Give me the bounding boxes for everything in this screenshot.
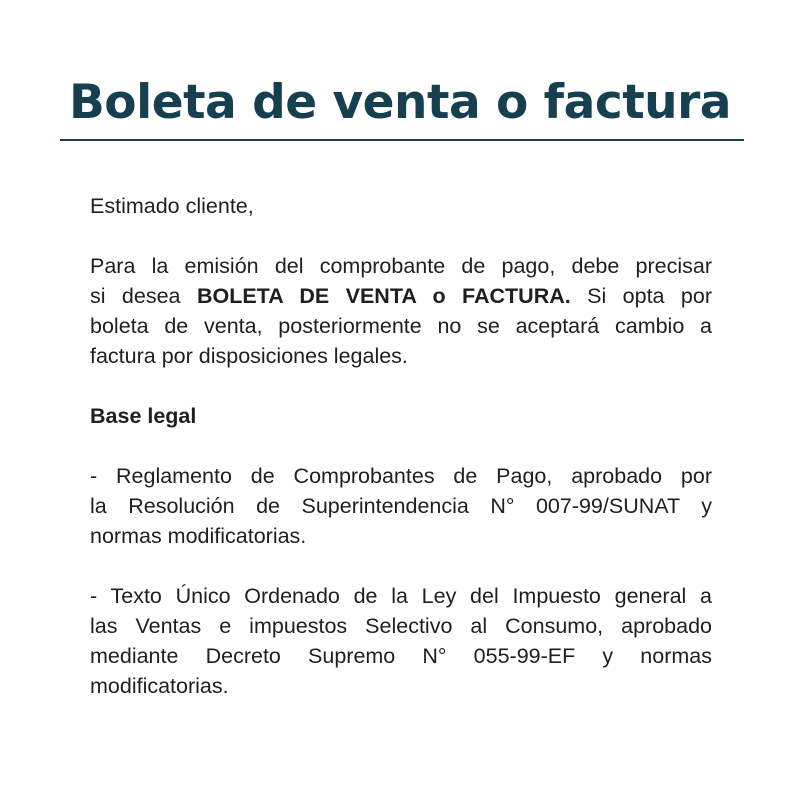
legal-item-1-line: la Resolución de Superintendencia N° 007-99/SUNAT y (90, 494, 712, 518)
legal-item-1-line: normas modificatorias. (90, 524, 307, 548)
paragraph-spacer (90, 371, 712, 401)
legal-item-2-line: mediante Decreto Supremo N° 055-99-EF y normas (90, 644, 712, 668)
title-underline (60, 139, 744, 141)
intro-line-3: boleta de venta, posteriormente no se aceptará cambio a (90, 314, 712, 338)
intro-paragraph (90, 251, 712, 371)
legal-item-2-line: modificatorias. (90, 674, 229, 698)
notice-body (90, 191, 712, 701)
intro-line-2-end: Si opta por (570, 284, 712, 308)
paragraph-spacer (90, 221, 712, 251)
intro-line-2-start: si desea (90, 284, 197, 308)
legal-item-1 (90, 461, 712, 551)
intro-line-1: Para la emisión del comprobante de pago, debe precisar (90, 254, 712, 278)
paragraph-spacer (90, 431, 712, 461)
intro-line-4: factura por disposiciones legales. (90, 344, 408, 368)
base-legal-heading: Base legal (90, 404, 197, 428)
legal-item-2 (90, 581, 712, 701)
legal-item-2-line: - Texto Único Ordenado de la Ley del Impuesto general a (90, 584, 712, 608)
legal-item-2-line: las Ventas e impuestos Selectivo al Consumo, aprobado (90, 614, 712, 638)
legal-item-1-line: - Reglamento de Comprobantes de Pago, aprobado por (90, 464, 712, 488)
intro-line-2 (90, 281, 712, 311)
paragraph-spacer (90, 551, 712, 581)
greeting: Estimado cliente, (90, 194, 254, 218)
page-title: Boleta de venta o factura (68, 75, 732, 130)
intro-emphasis: BOLETA DE VENTA o FACTURA. (196, 284, 571, 308)
